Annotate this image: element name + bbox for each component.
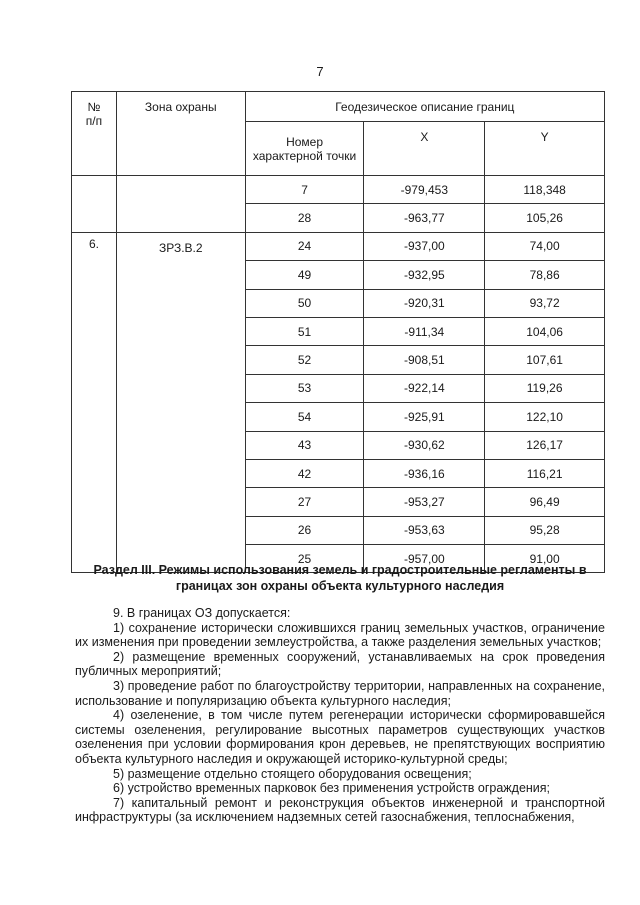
section-title-line-1: Раздел III. Режимы использования земель и градостроительные регламенты в (93, 563, 587, 577)
point-cell: 28 (245, 204, 364, 232)
x-cell: -953,27 (364, 488, 485, 516)
x-cell: -925,91 (364, 403, 485, 431)
point-cell: 25 (245, 545, 364, 573)
paragraph: 5) размещение отдельно стоящего оборудования освещения; (113, 766, 472, 781)
y-cell: 74,00 (485, 232, 605, 260)
group1-zone-cell (116, 176, 245, 233)
page-number: 7 (316, 64, 324, 79)
paragraph: 9. В границах ОЗ допускается: (113, 606, 291, 620)
section-title-line-2: границах зон охраны объекта культурного наследия (175, 579, 505, 593)
paragraph: 4) озеленение, в том числе путем регенерации исторически сформировавшейся системы озеленения, регулирование высотных параметров существующих участков озеленения при условии формирования крон деревьев, не препятствующих восприятию объекта культурного наследия и окружающей историко-культурной среды; (75, 708, 605, 766)
point-cell: 43 (245, 431, 364, 459)
group2-num-cell: 6. (72, 232, 117, 573)
y-cell: 105,26 (485, 204, 605, 232)
x-cell: -979,453 (364, 176, 485, 204)
header-geo-description: Геодезическое описание границ (245, 92, 604, 122)
group2-zone-cell: ЗРЗ.В.2 (116, 232, 245, 573)
section-title (75, 562, 605, 594)
point-cell: 42 (245, 459, 364, 487)
y-cell: 93,72 (485, 289, 605, 317)
point-cell: 53 (245, 374, 364, 402)
x-cell: -930,62 (364, 431, 485, 459)
y-cell: 104,06 (485, 317, 605, 345)
x-cell: -957,00 (364, 545, 485, 573)
y-cell: 96,49 (485, 488, 605, 516)
y-cell: 95,28 (485, 516, 605, 544)
header-zone: Зона охраны (116, 92, 245, 176)
point-cell: 24 (245, 232, 364, 260)
header-y: Y (485, 122, 605, 176)
y-cell: 119,26 (485, 374, 605, 402)
y-cell: 126,17 (485, 431, 605, 459)
paragraph: 7) капитальный ремонт и реконструкция объектов инженерной и транспортной инфраструктуры (за исключением надземных сетей газоснабжения, теплоснабжения, (75, 795, 605, 825)
x-cell: -936,16 (364, 459, 485, 487)
point-cell: 52 (245, 346, 364, 374)
x-cell: -963,77 (364, 204, 485, 232)
point-cell: 51 (245, 317, 364, 345)
y-cell: 122,10 (485, 403, 605, 431)
x-cell: -908,51 (364, 346, 485, 374)
x-cell: -932,95 (364, 261, 485, 289)
header-num: № п/п (72, 92, 117, 176)
x-cell: -920,31 (364, 289, 485, 317)
table-row (72, 232, 605, 260)
point-cell: 50 (245, 289, 364, 317)
paragraph: 6) устройство временных парковок без применения устройств ограждения; (113, 781, 551, 796)
paragraph: 3) проведение работ по благоустройству территории, направленных на сохранение, использование и популяризацию объекта культурного наследия; (75, 678, 605, 708)
y-cell: 91,00 (485, 545, 605, 573)
boundary-coordinates-table (71, 91, 605, 573)
y-cell: 118,348 (485, 176, 605, 204)
x-cell: -911,34 (364, 317, 485, 345)
y-cell: 107,61 (485, 346, 605, 374)
section-body (75, 606, 605, 825)
header-point-number: Номер характерной точки (245, 122, 364, 176)
x-cell: -937,00 (364, 232, 485, 260)
table-row (72, 176, 605, 204)
x-cell: -953,63 (364, 516, 485, 544)
group1-num-cell (72, 176, 117, 233)
paragraph: 1) сохранение исторически сложившихся границ земельных участков, ограничение их изменения при проведении землеустройства, а также разделения земельных участков; (75, 620, 605, 650)
x-cell: -922,14 (364, 374, 485, 402)
y-cell: 116,21 (485, 459, 605, 487)
point-cell: 26 (245, 516, 364, 544)
point-cell: 27 (245, 488, 364, 516)
point-cell: 54 (245, 403, 364, 431)
y-cell: 78,86 (485, 261, 605, 289)
point-cell: 7 (245, 176, 364, 204)
paragraph: 2) размещение временных сооружений, устанавливаемых на срок проведения публичных мероприятий; (75, 649, 605, 679)
point-cell: 49 (245, 261, 364, 289)
header-x: X (364, 122, 485, 176)
